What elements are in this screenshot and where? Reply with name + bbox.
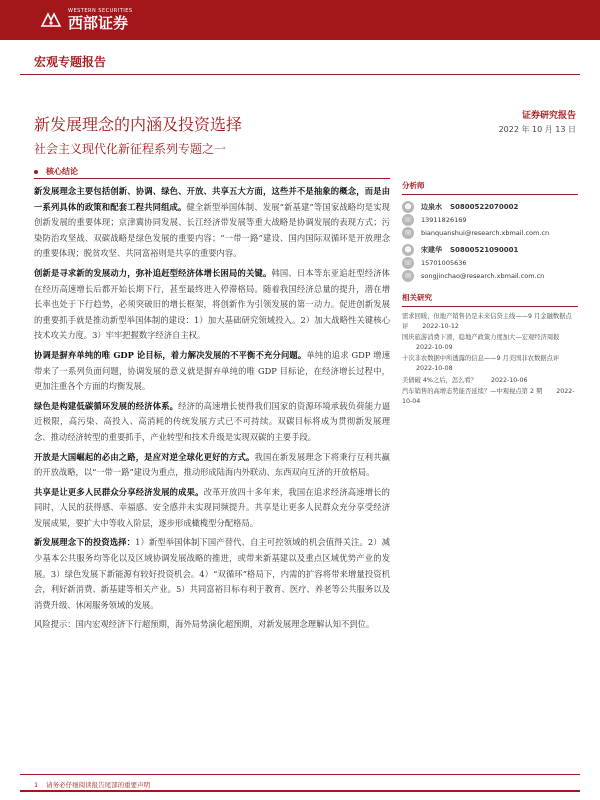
related-item[interactable] bbox=[402, 333, 578, 352]
divider bbox=[20, 774, 580, 775]
related-item[interactable] bbox=[402, 312, 578, 331]
related-title: 需求回暖，但地产销售仍是未来信贷主线——9 月金融数据点评 bbox=[402, 313, 572, 330]
email-icon: ✉ bbox=[402, 270, 414, 282]
paragraph bbox=[34, 184, 390, 262]
analyst-name: 边泉水 bbox=[421, 202, 442, 211]
related-date: 2022-10-08 bbox=[416, 364, 453, 372]
paragraph-text: 韩国、日本等东亚追赶型经济体在经历高速增长后都开始长期下行，甚至最终进入停滞格局。随着我国经济总量的提升，潜在增长率也处于下行趋势，必须突破旧的增长框架，将创新作为引领发展的第一动力。促进创新发展的重要抓手就是推动新型举国体制的建设：1）加大基础研究领域投入。2）加大战略性关键核心技术攻关力度。3）牢牢把握数字经济自主权。 bbox=[34, 267, 390, 341]
paragraph-lead: 开放是大国崛起的必由之路，是应对逆全球化更好的方式。 bbox=[34, 451, 255, 462]
paragraph bbox=[34, 348, 390, 395]
summary-body bbox=[34, 184, 390, 637]
analyst-email[interactable]: bianquanshui@research.xbmail.com.cn bbox=[421, 228, 550, 237]
paragraph-lead: 共享是让更多人民群众分享经济发展的成果。 bbox=[34, 486, 204, 497]
related-date: 2022-10-06 bbox=[490, 376, 528, 384]
page-title: 新发展理念的内涵及投资选择 bbox=[34, 115, 243, 134]
analyst-name: 宋建华 bbox=[421, 245, 442, 254]
analyst-email[interactable]: songjinchao@research.xbmail.com.cn bbox=[421, 271, 545, 280]
related-item[interactable] bbox=[402, 376, 578, 386]
footer-bar bbox=[20, 790, 580, 792]
divider bbox=[20, 74, 580, 75]
related-title: 国庆旅游消费下滑，稳地产政策力度加大—宏观经济周报 bbox=[402, 334, 560, 342]
paragraph-lead: 新发展理念下的投资选择： bbox=[34, 537, 136, 548]
paragraph-text: 我国在新发展理念下将秉行互利共赢的开放战略，以“一带一路”建设为重点，推动形成陆海内外联动、东西双向互济的开放格局。 bbox=[34, 451, 390, 478]
paragraph bbox=[34, 266, 390, 344]
paragraph-text: 经济的高速增长使得我们国家的资源环境承载负荷能力逼近极限，高污染、高投入、高消耗的传统发展方式已不可持续。双碳目标将成为贯彻新发展理念、推动经济转型的重要抓手，产业转型和技术升级是实现双碳的主要手段。 bbox=[34, 400, 390, 442]
paragraph bbox=[34, 399, 390, 446]
paragraph bbox=[34, 450, 390, 481]
logo-icon bbox=[40, 12, 62, 28]
related-heading: 相关研究 bbox=[402, 293, 432, 302]
page-subtitle: 社会主义现代化新征程系列专题之一 bbox=[34, 142, 227, 156]
section-heading bbox=[34, 166, 78, 177]
paragraph-text: 风险提示：国内宏观经济下行超预期，海外局势演化超预期，对新发展理念理解认知不到位。 bbox=[34, 619, 375, 630]
related-date: 2022-10-09 bbox=[416, 343, 453, 351]
paragraph-text: 1）新型举国体制下国产替代、自主可控领域的机会值得关注。2）减少基本公共服务均等化以及区域协调发展战略的推进，或带来新基建以及重点区域优势产业的发展。3）绿色发展下新能源有较好投资机会。4）“双循环”格局下，内需的扩容将带来增量投资机会，利好新消费、新基建等相关产业。5）共同富裕目标有利于教育、医疗、养老等公共服务以及消费升级、休闲服务领域的发展。 bbox=[34, 537, 390, 610]
related-title: 汽车销售的高增态势能否延续？—中观视点第 2 期 bbox=[402, 388, 543, 396]
related-date: 2022-10-12 bbox=[422, 322, 459, 330]
person-icon: ☻ bbox=[402, 201, 414, 213]
divider bbox=[402, 194, 578, 195]
paragraph-lead: 协调是摒弃单纯的唯 GDP 论目标，着力解决发展的不平衡不充分问题。 bbox=[34, 349, 307, 360]
related-list bbox=[402, 312, 578, 406]
paragraph bbox=[34, 535, 390, 613]
paragraph-text: 改革开放四十多年来，我国在追求经济高速增长的同时，人民的获得感、幸福感、安全感并未实现同频提升。共享是让更多人民群众充分享受经济发展成果，要扩大中等收入阶层，逐步形成橄榄型分配格局。 bbox=[34, 486, 390, 528]
report-tag: 证券研究报告 bbox=[521, 111, 576, 121]
divider bbox=[34, 178, 390, 179]
logo-chinese: 西部证券 bbox=[68, 14, 129, 32]
page-number: 1 bbox=[34, 781, 39, 789]
paragraph bbox=[34, 485, 390, 532]
related-date: 2022-10-04 bbox=[402, 388, 575, 405]
analyst-cert: S0800521090001 bbox=[450, 245, 519, 254]
analysts-heading: 分析师 bbox=[402, 181, 425, 190]
analyst-card bbox=[402, 243, 578, 282]
company-logo bbox=[40, 8, 133, 32]
phone-icon: ☏ bbox=[403, 258, 413, 267]
report-date: 2022 年 10 月 13 日 bbox=[498, 125, 576, 134]
risk-warning bbox=[34, 617, 390, 633]
paragraph-text: 单纯的追求 GDP 增速带来了一系列负面问题，协调发展的意义就是摒弃单纯的唯 GDP 目标论，在经济增长过程中，更加注重各个方面的均衡发展。 bbox=[34, 349, 390, 392]
paragraph-text: 健全新型举国体制、发展“新基建”等国家战略均是实现创新发展的重要体现；京津冀协同发展、长江经济带发展等重大战略是协调发展的表现方式；污染防治攻坚战、双碳战略是绿色发展的重要内容；“一带一路”建设、国内国际双循环是开放理念的重要体现；脱贫攻坚、共同富裕则是共享的重要内容。 bbox=[34, 201, 390, 259]
logo-english: WESTERN SECURITIES bbox=[68, 8, 133, 14]
section-heading-text: 核心结论 bbox=[46, 166, 78, 176]
related-item[interactable] bbox=[402, 354, 578, 373]
related-item[interactable] bbox=[402, 387, 578, 406]
report-type: 宏观专题报告 bbox=[34, 55, 107, 69]
disclaimer-note: 请务必仔细阅读报告尾部的重要声明 bbox=[46, 781, 151, 789]
page-footer bbox=[34, 780, 150, 789]
analyst-card bbox=[402, 200, 578, 239]
email-icon: ✉ bbox=[402, 227, 414, 239]
phone-icon: ☏ bbox=[403, 215, 413, 224]
divider bbox=[402, 306, 578, 307]
person-icon: ☻ bbox=[402, 244, 414, 256]
paragraph-lead: 新发展理念主要包括创新、协调、绿色、开放、共享五大方面，这些并不是抽象的概念，而是由一系列具体的政策和配套工程共同组成。 bbox=[34, 186, 390, 212]
paragraph-lead: 创新是寻求新的发展动力，弥补追赶型经济体增长困局的关键。 bbox=[34, 267, 272, 278]
bullet-icon bbox=[34, 170, 38, 174]
related-title: 美债破 4%之后，怎么看？ bbox=[402, 376, 477, 384]
analyst-cert: S0800522070002 bbox=[450, 202, 519, 211]
sidebar bbox=[402, 180, 578, 408]
related-title: 十次非农数据中所透露的信息——9 月美国非农数据点评 bbox=[402, 355, 560, 363]
paragraph-lead: 绿色是构建低碳循环发展的经济体系。 bbox=[34, 400, 179, 411]
analyst-phone: 15701005636 bbox=[421, 258, 467, 267]
analyst-phone: 13911826169 bbox=[421, 215, 467, 224]
